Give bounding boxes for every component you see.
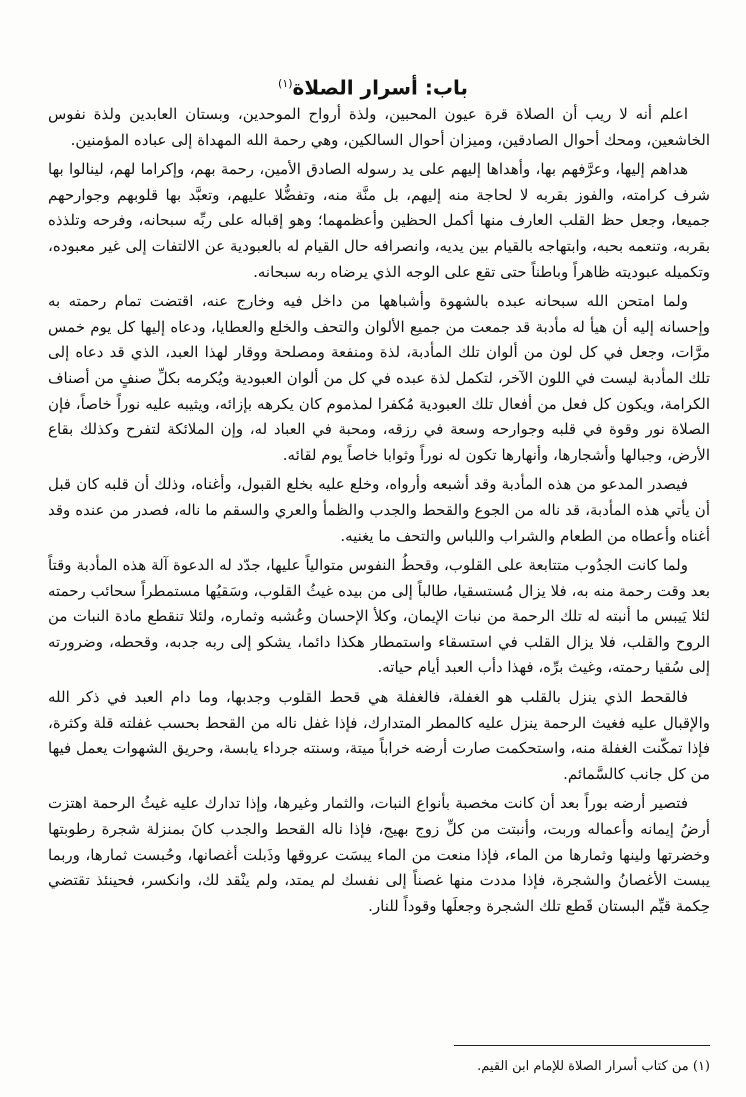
paragraph: فتصير أرضه بوراً بعد أن كانت مخصبة بأنواع النبات، والثمار وغيرها، وإذا تدارك عليه غيثُ الرحمة اهتزت أرضُ إيمانه وأعماله وربت، وأنبتت من كلِّ زوج بهيج، فإذا ناله القحط والجدب كانَ بمنزلة شجرة رطوبتها وخضرتها ولينها وثمارها من الماء، فإذا منعت من الماء يبسَت عروقها وذَبلت أغصانها، وحُبست ثمارها، وربما يبست الأغصانُ والشجرة، فإذا مددت منها غصناً إلى نفسك لم يمتد، ولم ينْقد لك، وانكسر، فحينئذ تقتضي حِكمة قيِّم البستان قَطع تلك الشجرة وجعلَها وقوداً للنار. — [48, 794, 710, 915]
paragraph: هداهم إليها، وعرَّفهم بها، وأهداها إليهم على يد رسوله الصادق الأمين، رحمة بهم، وإكراما لهم، لينالوا بها شرف كرامته، والفوز بقربه لا لحاجة منه إليهم، بل منَّة منه، وتفضُّلا عليهم، وتعبَّد بها قلوبهم وجوارحهم جميعا، وجعل حظ القلب العارف منها أكمل الحظين وأعظمهما؛ وهو إقباله على ربِّه سبحانه، وفرحه وتلذذه بقربه، وتنعمه بحبه، وابتهاجه بالقيام بين يديه، وانصرافه حال القيام له بالعبودية عن الالتفات إلى غير معبوده، وتكميله عبوديته ظاهراً وباطناً حتى تقع على الوجه الذي يرضاه ربه سبحانه. — [48, 160, 710, 281]
footnote-reference[interactable]: (١) — [278, 77, 293, 90]
paragraph: ولما امتحن الله سبحانه عبده بالشهوة وأشباهها من داخل فيه وخارج عنه، اقتضت تمام رحمته به وإحسانه إليه أن هيأ له مأدبة قد جمعت من جميع الألوان والتحف والخلع والعطايا، ودعاه إليها كل يوم خمس مرَّات، وجعل في كل لون من ألوان تلك المأدبة، لذة ومنفعة ومصلحة ووقار لهذا العبد، الذي قد دعاه إلى تلك المأدبة ليست في اللون الآخر، لتكمل لذة عبده في كل من ألوان العبودية ويُكرمه بكلِّ صنفٍ من أصناف الكرامة، ويكون كل فعل من أفعال تلك العبودية مُكفرا لمذموم كان يكرهه بإزائه، ويثيبه عليه نوراً خاصاً، فإن الصلاة نور وقوة في قلبه وجوارحه وسعة في رزقه، ومحبة في العباد له، وإن الملائكة لتفرح وكذلك بقاع الأرض، وجبالها وأشجارها، وأنهارها تكون له نوراً وثوابا خاصاً يوم لقائه. — [48, 292, 710, 464]
footnote: (١) من كتاب أسرار الصلاة للإمام ابن القيم. — [477, 1059, 710, 1074]
paragraph: فيصدر المدعو من هذه المأدبة وقد أشبعه وأرواه، وخلع عليه بخلع القبول، وأغناه، وذلك أن قلبه كان قبل أن يأتي هذه المأدبة، قد ناله من الجوع والقحط والجدب والظمأ والعري والسقم ما ناله، فصدر من عنده وقد أغناه وأعطاه من الطعام والشراب واللباس والتحف ما يغنيه. — [48, 475, 710, 545]
paragraph: ولما كانت الجدُوب متتابعة على القلوب، وقحطُ النفوس متوالياً عليها، جدّد له الدعوة آلة هذه المأدبة وقتاً بعد وقت رحمة منه به، فلا يزال مُستسقيا، طالباً إلى من بيده غيثُ القلوب، وسَقيُها مستمطراً سحائب رحمته لئلا يَيبس ما أنبته له تلك الرحمة من نبات الإيمان، وكلأ الإحسان وعُشبه وثماره، ولئلا تنقطع مادة النبات من الروح والقلب، فلا يزال القلب في استسقاء واستمطار هكذا دائما، يشكو إلى ربه جدبه، وقحطه، وضرورته إلى سُقيا رحمته، وغيث برِّه، فهذا دأب العبد أيام حياته. — [48, 556, 710, 677]
body-text — [48, 102, 710, 923]
paragraph: اعلم أنه لا ريب أن الصلاة قرة عيون المحبين، ولذة أرواح الموحدين، وبستان العابدين ولذة نفوس الخاشعين، ومحك أحوال الصادقين، وميزان أحوال السالكين، وهي رحمة الله المهداة إلى عباده المؤمنين. — [48, 105, 710, 149]
chapter-title-text: باب: أسرار الصلاة — [292, 75, 468, 100]
chapter-title — [0, 70, 746, 102]
footnote-divider — [454, 1045, 710, 1046]
paragraph: فالقحط الذي ينزل بالقلب هو الغفلة، فالغفلة هي قحط القلوب وجدبها، وما دام العبد في ذكر الله والإقبال عليه فغيث الرحمة ينزل عليه كالمطر المتدارك، فإذا غفل ناله من القحط بحسب غفلته قلة وكثرة، فإذا تمكّنت الغفلة منه، واستحكمت صارت أرضه خراباً ميتة، وسنته جرداء يابسة، وحريق الشهوات يعمل فيها من كل جانب كالسَّمائم. — [48, 688, 710, 783]
